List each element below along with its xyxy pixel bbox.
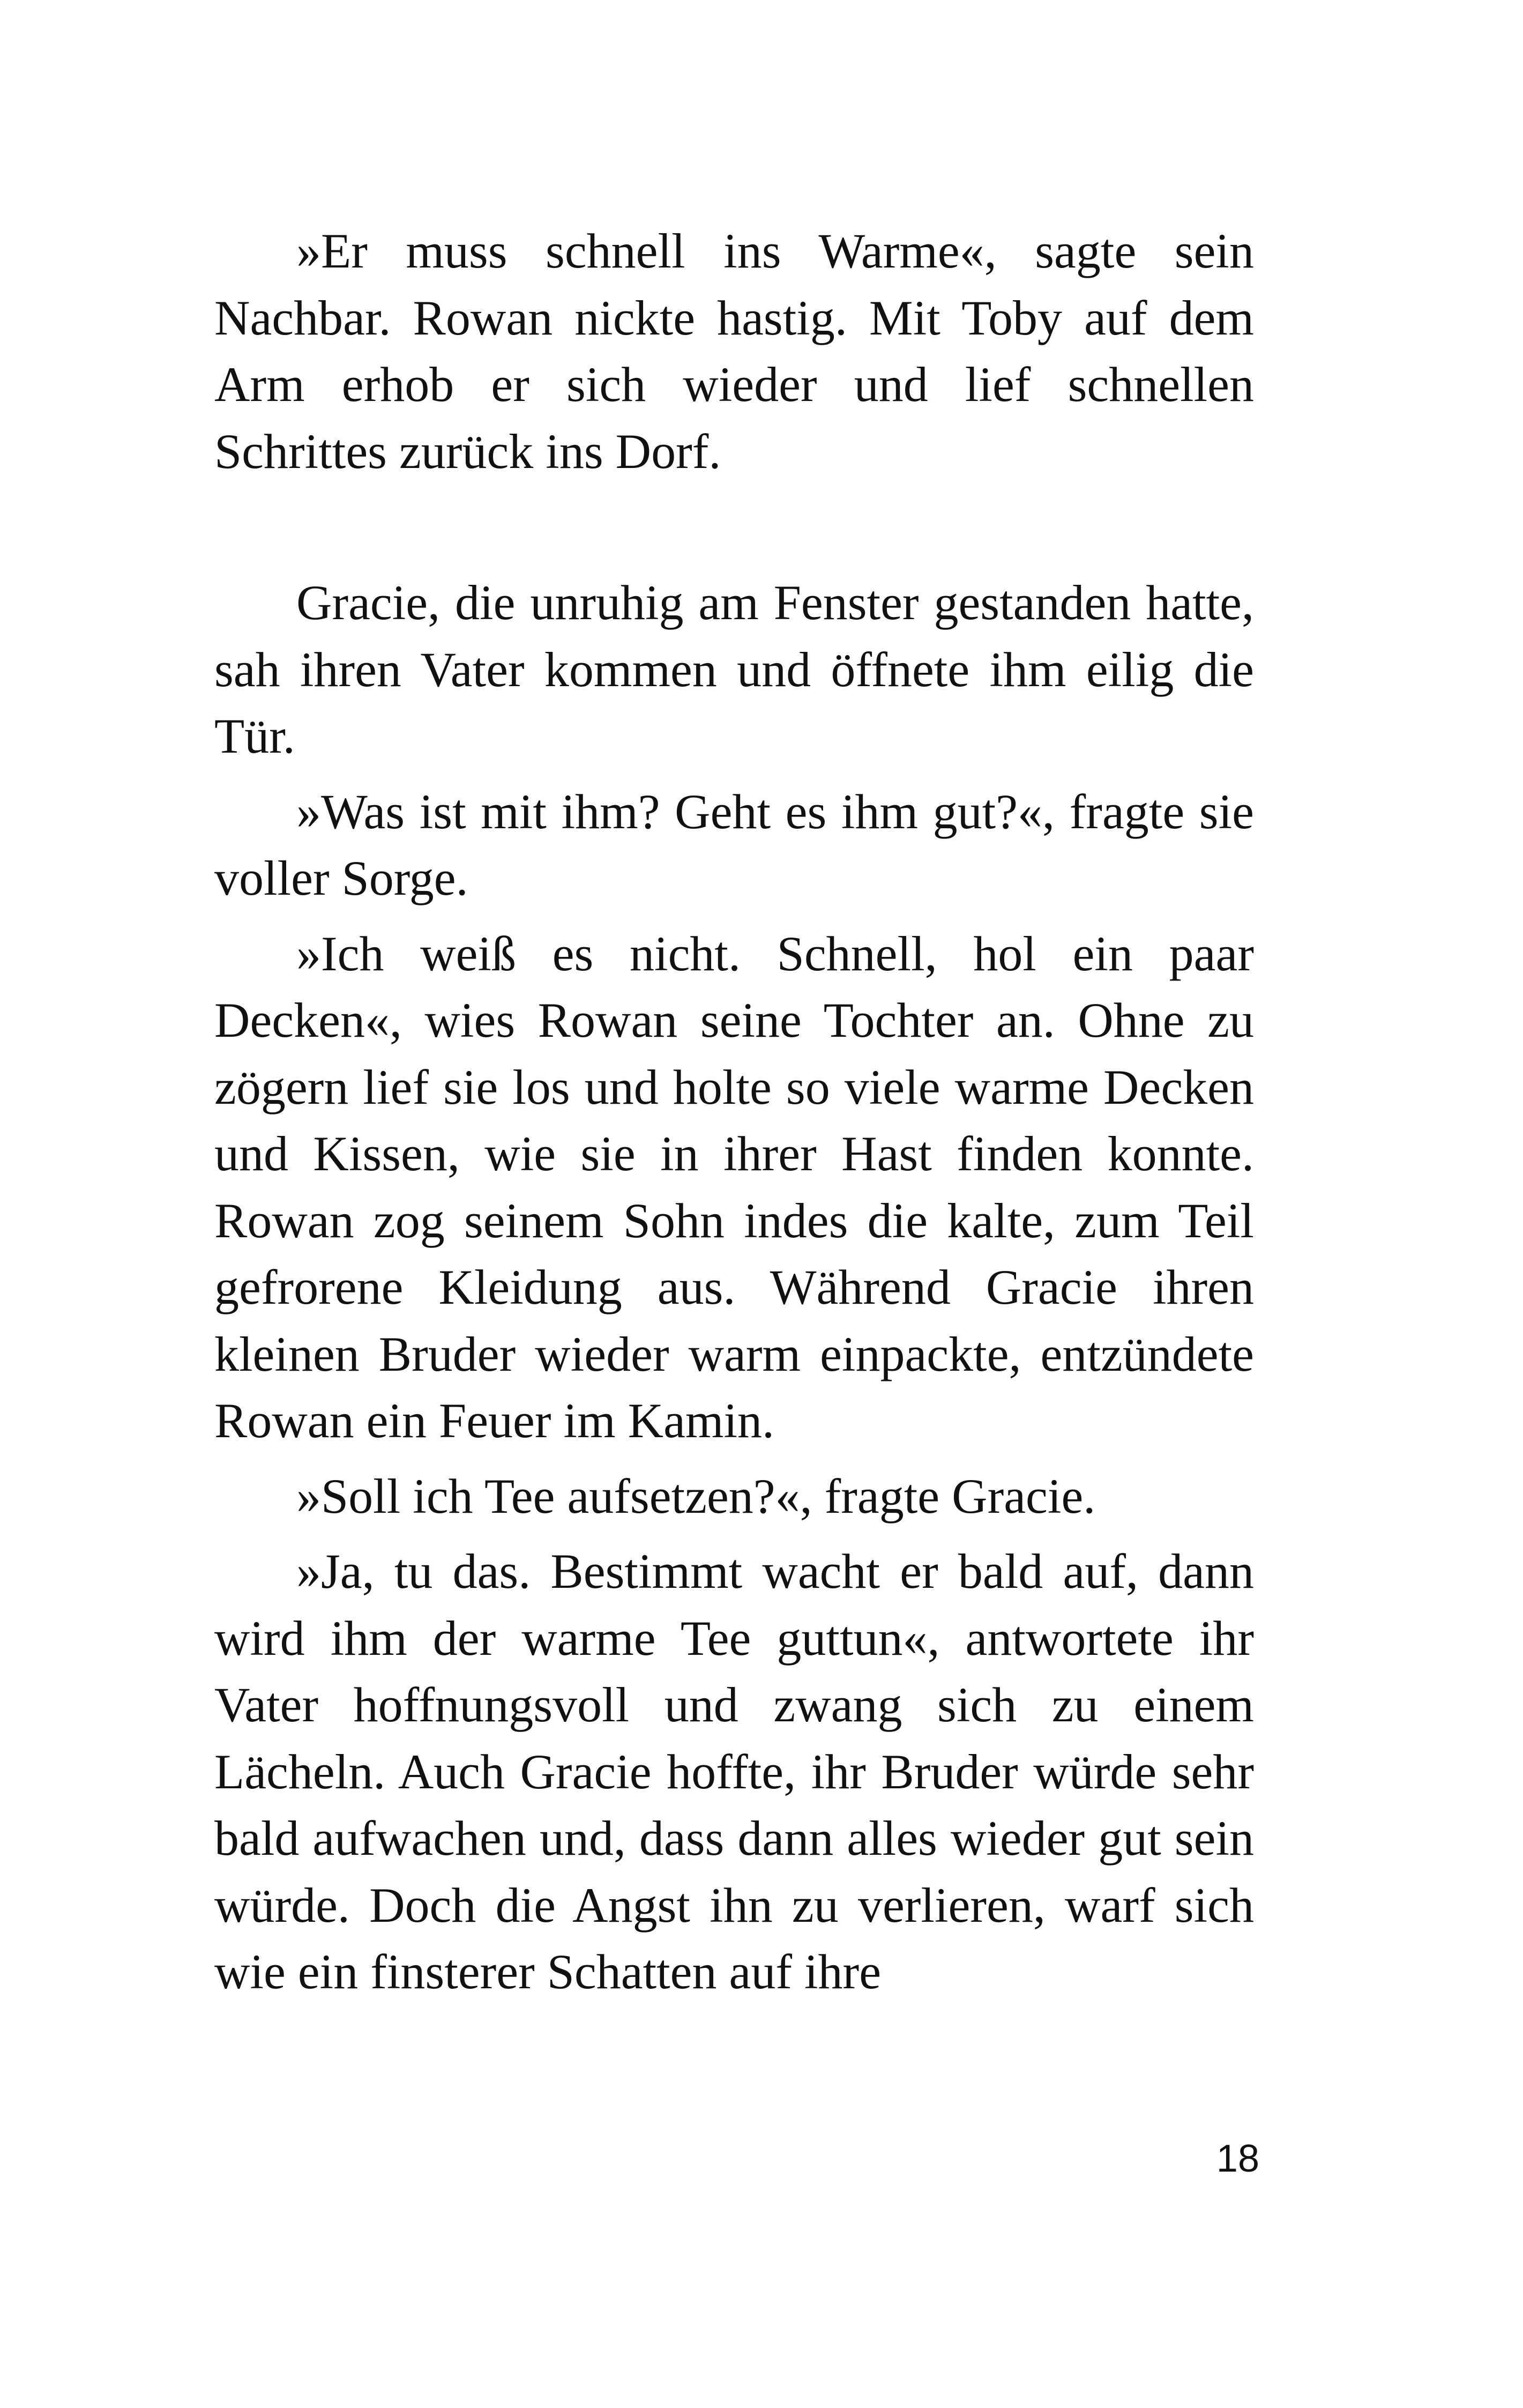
text-section-main xyxy=(214,569,1254,2005)
paragraph: Gracie, die unruhig am Fenster gestanden hatte, sah ihren Vater kommen und öffnete ihm eilig die Tür. xyxy=(214,575,1254,763)
paragraph: »Ja, tu das. Bestimmt wacht er bald auf, dann wird ihm der warme Tee guttun«, antwortete ihr Vater hoffnungsvoll und zwang sich zu einem Lächeln. Auch Gracie hoffte, ihr Bruder würde sehr bald aufwachen und, dass dann alles wieder gut sein würde. Doch die Angst ihn zu verlieren, warf sich wie ein finsterer Schatten auf ihre xyxy=(214,1544,1254,1999)
paragraph: »Ich weiß es nicht. Schnell, hol ein paar Decken«, wies Rowan seine Tochter an. Ohne zu zögern lief sie los und holte so viele warme Decken und Kissen, wie sie in ihrer Hast finden konnte. Rowan zog seinem Sohn indes die kalte, zum Teil gefrorene Kleidung aus. Während Gracie ihren kleinen Bruder wieder warm einpackte, entzündete Rowan ein Feuer im Kamin. xyxy=(214,926,1254,1448)
paragraph: »Er muss schnell ins Warme«, sagte sein Nachbar. Rowan nickte hastig. Mit Toby auf dem Arm erhob er sich wieder und lief schnellen Schrittes zurück ins Dorf. xyxy=(214,224,1254,479)
paragraph: »Soll ich Tee aufsetzen?«, fragte Gracie. xyxy=(296,1468,1096,1523)
page-number: 18 xyxy=(1216,2137,1259,2180)
paragraph: »Was ist mit ihm? Geht es ihm gut?«, fragte sie voller Sorge. xyxy=(214,784,1254,905)
text-section-top xyxy=(214,218,1254,485)
